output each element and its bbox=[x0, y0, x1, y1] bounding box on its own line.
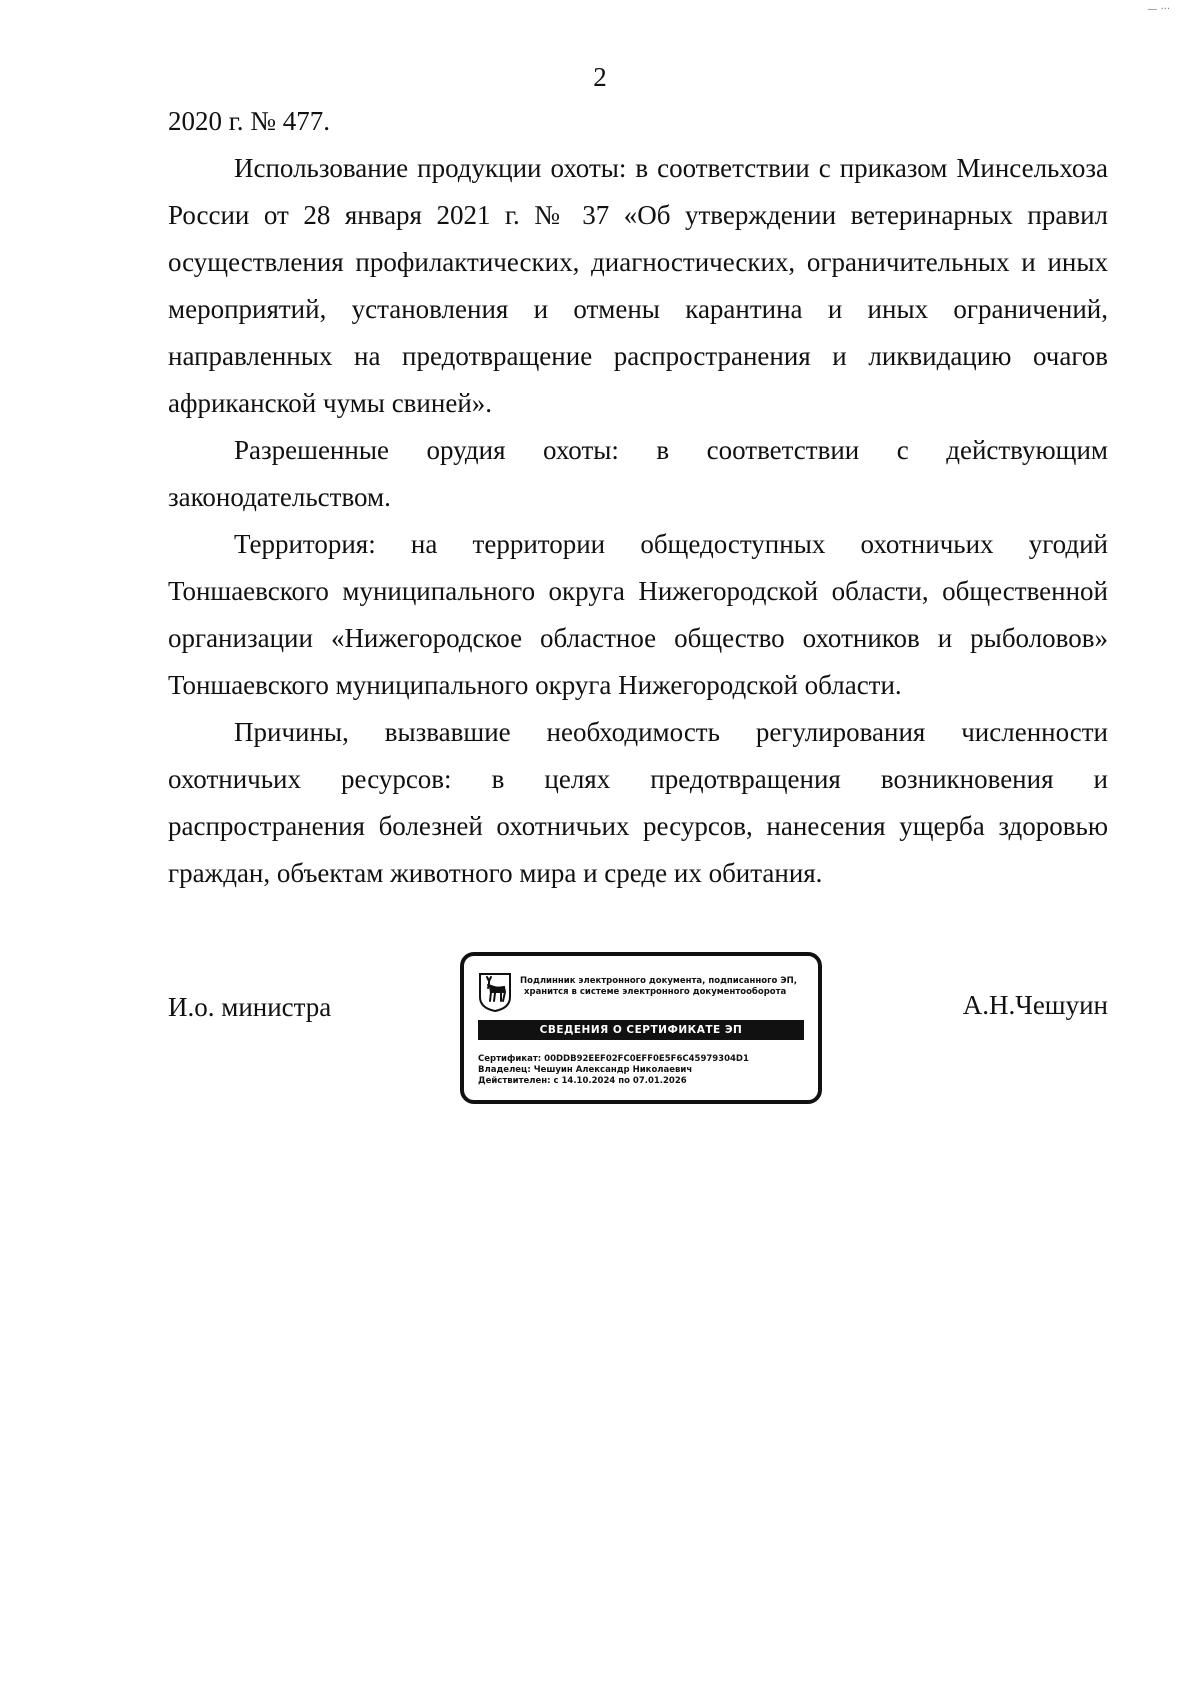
paragraph-continuation: 2020 г. № 477. bbox=[168, 106, 331, 136]
certificate-validity: Действителен: с 14.10.2024 по 07.01.2026 bbox=[478, 1076, 687, 1086]
paragraph-hunting-tools: Разрешенные орудия охоты: в соответствии с действующим законодательством. bbox=[168, 435, 1108, 512]
certificate-owner: Владелец: Чешуин Александр Николаевич bbox=[478, 1065, 693, 1075]
stamp-header-line: Подлинник электронного документа, подписанного ЭП, bbox=[520, 976, 797, 986]
signature-role: И.о. министра bbox=[168, 992, 332, 1022]
paragraph-reasons-rest: распространения болезней охотничьих ресурсов, нанесения ущерба здоровью граждан, объектам животного мира и среде их обитания. bbox=[168, 811, 1108, 888]
paragraph-territory: Территория: на территории общедоступных охотничьих угодий Тоншаевского муниципального округа Нижегородской области, общественной организации «Нижегородское областное общество охотников и рыболовов» Тоншаевского муниципального округа Нижегородской области. bbox=[168, 529, 1108, 700]
signature-name: А.Н.Чешуин bbox=[962, 990, 1108, 1020]
electronic-signature-stamp bbox=[460, 952, 822, 1104]
page-number: 2 bbox=[593, 62, 607, 92]
scan-corner-mark: — ··· bbox=[1147, 4, 1170, 15]
coat-of-arms-deer-icon bbox=[477, 972, 513, 1012]
stamp-certificate-details bbox=[478, 1054, 808, 1087]
paragraph-reasons-line2: охотничьих ресурсов: в целях предотвращения возникновения и bbox=[168, 764, 1108, 794]
certificate-number: Сертификат: 00DDB92EEF02FC0EFF0E5F6C45979304D1 bbox=[478, 1054, 749, 1064]
stamp-header-line: хранится в системе электронного документооборота bbox=[524, 987, 787, 997]
stamp-header bbox=[520, 976, 810, 998]
stamp-certificate-band: СВЕДЕНИЯ О СЕРТИФИКАТЕ ЭП bbox=[478, 1020, 804, 1040]
paragraph-hunting-products: Использование продукции охоты: в соответствии с приказом Минсельхоза России от 28 января 2021 г. № 37 «Об утверждении ветеринарных правил осуществления профилактических, диагностических, ограничительных и иных мероприятий, установления и отмены карантина и иных ограничений, направленных на предотвращение распространения и ликвидацию очагов африканской чумы свиней». bbox=[168, 153, 1108, 418]
document-body bbox=[168, 98, 1108, 897]
paragraph-reasons-line1: Причины, вызвавшие необходимость регулирования численности bbox=[234, 717, 1108, 747]
